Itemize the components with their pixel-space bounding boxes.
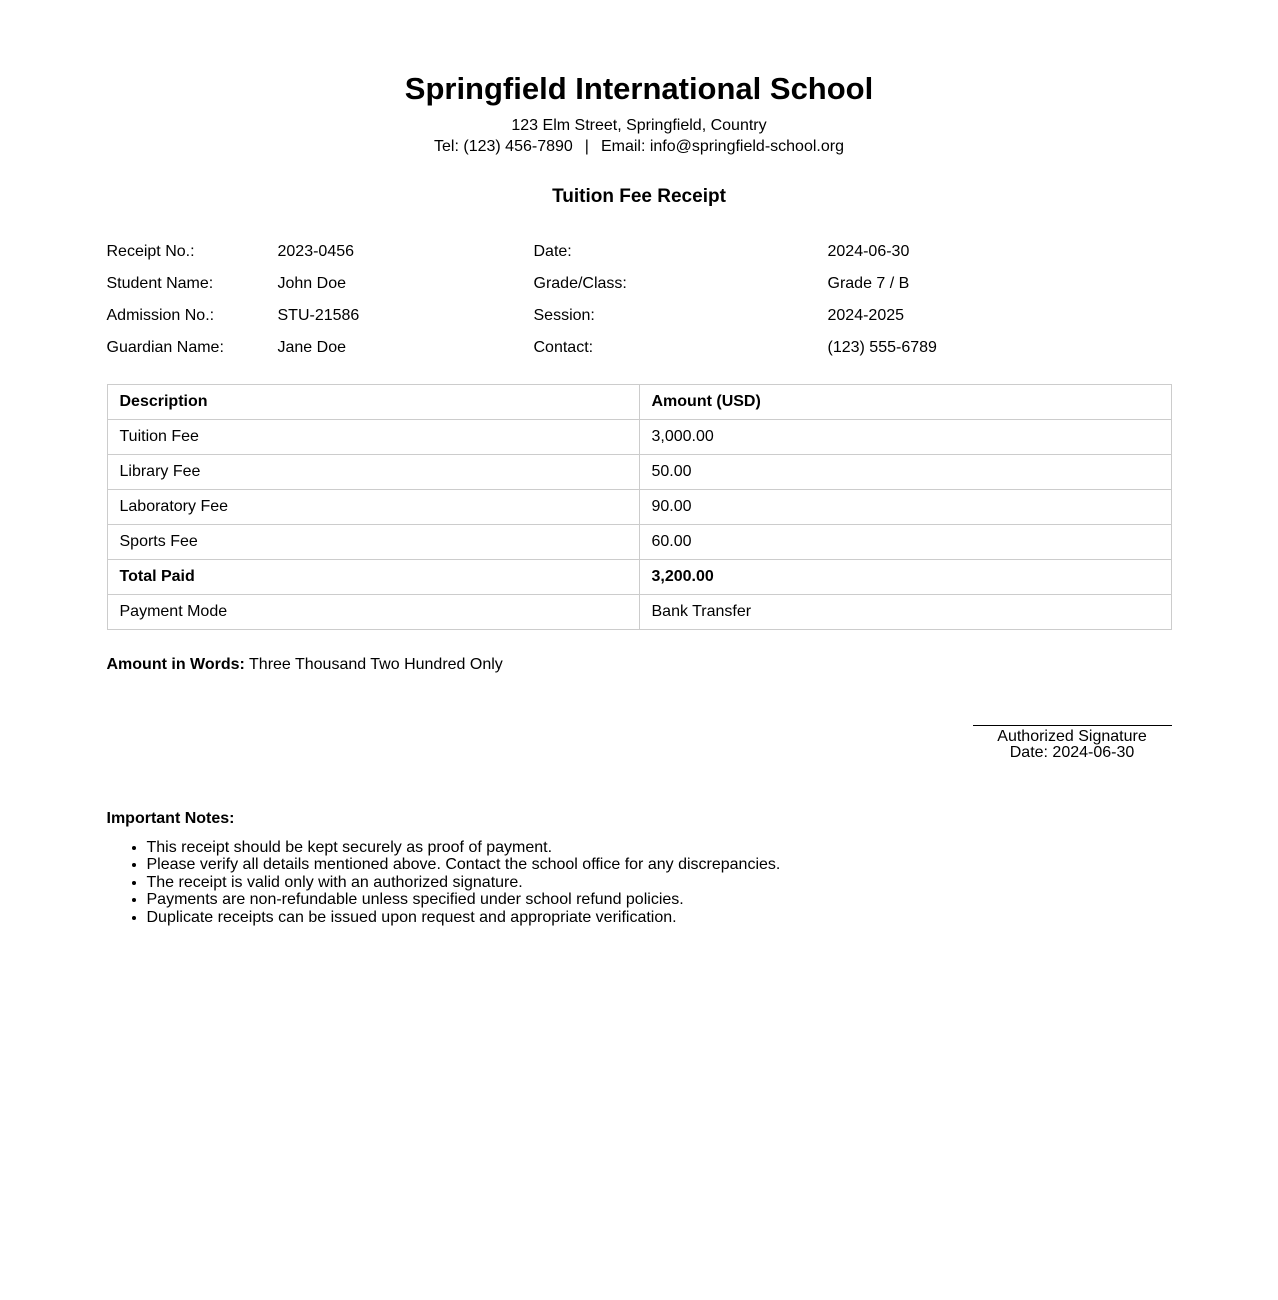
- note-item: • Please verify all details mentioned above. Contact the school office for any discrepancies.: [147, 856, 1172, 874]
- amount-in-words: [107, 655, 1172, 674]
- table-row-tuition-fee: [107, 419, 1171, 454]
- amount-in-words-value: Three Thousand Two Hundred Only: [249, 655, 503, 673]
- authorized-signature-label: Authorized Signature: [997, 727, 1147, 745]
- contact-label: Contact:: [533, 338, 594, 356]
- receipt-no-label: Receipt No.:: [106, 242, 195, 260]
- details-row: [107, 300, 1172, 332]
- note-item: • This receipt should be kept securely as proof of payment.: [147, 839, 1172, 857]
- total-paid-label: Total Paid: [107, 559, 639, 594]
- details-row: [107, 268, 1172, 300]
- table-row-laboratory-fee: [107, 489, 1171, 524]
- receipt-title: Tuition Fee Receipt: [552, 185, 726, 207]
- fee-description: Tuition Fee: [107, 419, 639, 454]
- guardian-name-value: Jane Doe: [277, 338, 346, 356]
- important-notes-list: [107, 839, 1172, 927]
- student-name-label: Student Name:: [106, 274, 214, 292]
- total-paid-amount: 3,200.00: [639, 559, 1171, 594]
- fee-amount: 90.00: [639, 489, 1171, 524]
- school-address: 123 Elm Street, Springfield, Country: [511, 116, 767, 134]
- fee-description: Sports Fee: [107, 524, 639, 559]
- student-name-value: John Doe: [277, 274, 346, 292]
- fee-description: Library Fee: [107, 454, 639, 489]
- contact-value: (123) 555-6789: [827, 338, 937, 356]
- fee-amount: 50.00: [639, 454, 1171, 489]
- grade-class-value: Grade 7 / B: [827, 274, 910, 292]
- school-tel: Tel: (123) 456-7890: [434, 137, 573, 155]
- signature-date: Date: 2024-06-30: [1009, 744, 1135, 762]
- school-email: Email: info@springfield-school.org: [600, 137, 844, 155]
- fee-amount: 60.00: [639, 524, 1171, 559]
- session-value: 2024-2025: [827, 306, 905, 324]
- guardian-name-label: Guardian Name:: [106, 338, 224, 356]
- receipt-page: [107, 0, 1172, 987]
- table-row-payment-mode: [107, 594, 1171, 629]
- fee-table: [107, 384, 1172, 630]
- details-row: [107, 236, 1172, 268]
- school-contact-line: [107, 136, 1172, 157]
- session-label: Session:: [533, 306, 595, 324]
- admission-no-label: Admission No.:: [106, 306, 215, 324]
- grade-class-label: Grade/Class:: [533, 274, 627, 292]
- description-column-header: Description: [107, 384, 639, 419]
- payment-mode-value: Bank Transfer: [639, 594, 1171, 629]
- school-name: Springfield International School: [404, 71, 874, 106]
- contact-separator: |: [584, 137, 589, 155]
- amount-column-header: Amount (USD): [639, 384, 1171, 419]
- fee-amount: 3,000.00: [639, 419, 1171, 454]
- payment-mode-label: Payment Mode: [107, 594, 639, 629]
- amount-in-words-label: Amount in Words:: [106, 655, 245, 673]
- date-label: Date:: [533, 242, 572, 260]
- fee-description: Laboratory Fee: [107, 489, 639, 524]
- note-item: • Payments are non-refundable unless specified under school refund policies.: [147, 891, 1172, 909]
- details-row: [107, 332, 1172, 364]
- table-row-sports-fee: [107, 524, 1171, 559]
- table-row-total-paid: [107, 559, 1171, 594]
- signature-block: [973, 725, 1172, 762]
- table-row-library-fee: [107, 454, 1171, 489]
- receipt-no-value: 2023-0456: [277, 242, 355, 260]
- admission-no-value: STU-21586: [277, 306, 360, 324]
- note-item: • Duplicate receipts can be issued upon request and appropriate verification.: [147, 909, 1172, 927]
- important-notes-heading: Important Notes:: [106, 809, 235, 827]
- date-value: 2024-06-30: [827, 242, 910, 260]
- school-header: [107, 0, 1172, 157]
- note-item: • The receipt is valid only with an authorized signature.: [147, 874, 1172, 892]
- important-notes-section: [107, 810, 1172, 927]
- receipt-details: [107, 236, 1172, 364]
- fee-table-header-row: [107, 384, 1171, 419]
